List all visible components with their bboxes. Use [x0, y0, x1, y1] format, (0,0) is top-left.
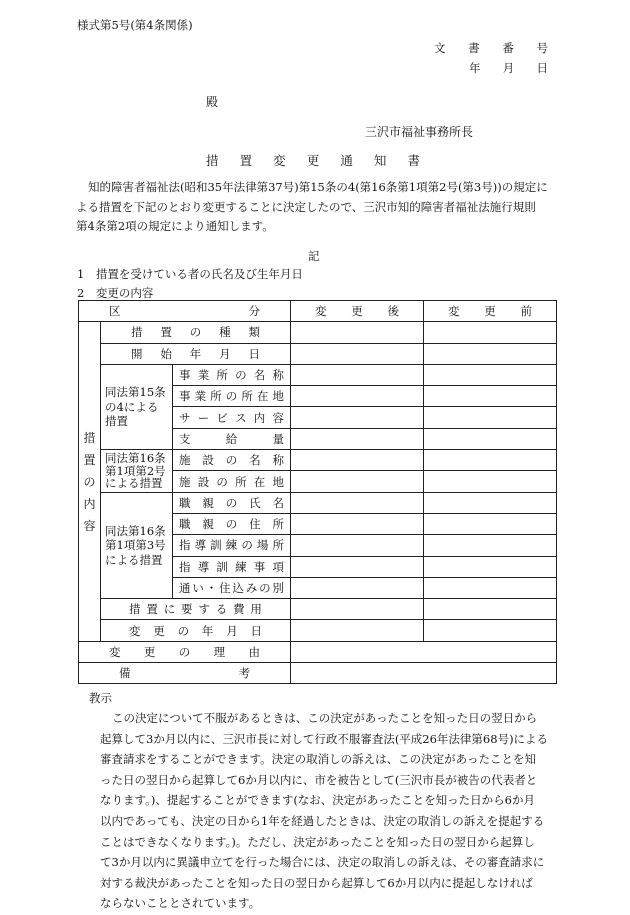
char: 始	[160, 346, 172, 361]
value-after	[291, 428, 424, 449]
table-row	[79, 599, 557, 620]
char: い	[192, 581, 204, 595]
char: 場	[256, 538, 269, 553]
value-after	[291, 407, 424, 428]
value-before	[424, 471, 557, 492]
char: 住	[219, 581, 231, 595]
item-2: 2 変更の内容	[77, 286, 154, 300]
char: 業	[197, 368, 210, 383]
char: 施	[179, 474, 191, 489]
char: 在	[256, 389, 269, 404]
char: 書	[468, 41, 480, 55]
char: 理	[213, 644, 226, 659]
char: 所	[241, 389, 253, 404]
char: 支	[179, 431, 191, 446]
char: 内	[83, 496, 96, 511]
char: 通	[179, 581, 191, 595]
item-1: 1 措置を受けている者の氏名及び生年月日	[77, 267, 303, 281]
char: 月	[219, 346, 231, 361]
char: 置	[83, 452, 96, 467]
char: 所	[210, 389, 222, 404]
char: 区	[109, 304, 121, 319]
char: 導	[197, 559, 210, 574]
char: の	[241, 538, 253, 553]
kyoji-paragraph: この決定について不服があるときは、この決定があったことを知った日の翌日から 起算して3か月以内に、三沢市長に対して行政不服審査法(平成26年法律第68号)による 審査請求をすることができます。決定の取消しの訴えは、この決定があったことを知 った日の翌日から起算して6か月以内に、市を被告として(三沢市長が被告の代表者と なります。)、提起することができます(なお、決定があったことを知った日から6か月 以内であっても、決定の日から1年を経過したときは、決定の取消しの訴えを提起する ことはできなくなります。)。ただし、決定があったことを知った日の翌日から起算し て3か月以内に異議申立てを行った場合には、決定の取消しの訴えは、その審査請求に 対する裁決があったことを知った日の翌日から起算して6か月以内に提起しなければ ならないこととされています。	[100, 711, 549, 911]
table-row	[79, 343, 557, 364]
char: 変	[109, 644, 121, 659]
table-row	[79, 492, 557, 513]
char: 指	[179, 559, 191, 574]
label-commute-or-live-in	[173, 577, 291, 598]
char: 事	[179, 368, 191, 383]
intro-paragraph: 知的障害者福祉法(昭和35年法律第37号)第15条の4(第16条第1項第2号(第3号))の規定に よる措置を下記のとおり変更することに決定したので、三沢市知的障害者福祉法施行規則 第4条第2項の規定により通知します。	[76, 180, 548, 233]
char: 年	[189, 346, 202, 361]
label-supply-amount	[173, 428, 291, 449]
char: 備	[119, 666, 131, 681]
char: 用	[250, 602, 262, 617]
char: 措	[83, 430, 96, 445]
value-before	[424, 577, 557, 598]
char: 更	[306, 153, 320, 168]
char: 事	[179, 389, 191, 404]
char: 設	[202, 453, 214, 468]
label-office-name	[173, 364, 291, 385]
char: 通	[340, 153, 353, 168]
char: の	[225, 453, 238, 468]
value-after	[291, 620, 424, 641]
value-before	[424, 513, 557, 534]
char: 地	[272, 389, 284, 404]
group-label-16-1-3: 同法第16条 第1項第3号 による措置	[101, 492, 173, 598]
char: の	[189, 325, 202, 340]
char: 書	[407, 153, 420, 168]
char: 文	[434, 41, 446, 55]
value-before	[424, 450, 557, 471]
char: 置	[239, 153, 253, 168]
char: 変	[315, 304, 327, 319]
char: 更	[484, 304, 496, 319]
label-facility-address	[173, 471, 291, 492]
char: 練	[225, 538, 238, 553]
value-after	[291, 577, 424, 598]
char: 更	[351, 304, 363, 319]
char: 日	[248, 346, 260, 361]
char: の	[178, 644, 191, 659]
char: み	[245, 581, 258, 595]
header-before	[424, 301, 557, 322]
char: 措	[129, 602, 141, 617]
char: 所	[235, 474, 247, 489]
char: 指	[179, 538, 191, 553]
char: 職	[179, 517, 191, 532]
value-remarks	[291, 663, 557, 684]
char: 容	[272, 410, 284, 425]
document-title	[206, 151, 420, 169]
value-change-reason	[291, 641, 557, 662]
value-before	[424, 407, 557, 428]
date-label	[469, 60, 548, 76]
value-after	[291, 599, 424, 620]
char: 名	[272, 495, 284, 510]
char: の	[83, 474, 96, 489]
side-label-cell	[79, 322, 101, 641]
value-after	[291, 343, 424, 364]
char: 変	[448, 304, 460, 319]
label-foster-employer-address	[173, 513, 291, 534]
char: 年	[201, 623, 214, 638]
char: 日	[536, 61, 548, 75]
table-row	[79, 641, 557, 662]
char: す	[198, 602, 210, 617]
char: 措	[206, 153, 219, 168]
char: る	[215, 602, 228, 617]
char: 内	[253, 410, 266, 425]
document-number-label	[434, 40, 548, 56]
char: 在	[253, 474, 266, 489]
value-before	[424, 620, 557, 641]
label-measure-cost	[101, 599, 291, 620]
char: ス	[235, 410, 247, 425]
char: 込	[232, 581, 244, 595]
char: の	[259, 581, 271, 595]
char: 更	[153, 623, 165, 638]
value-before	[424, 428, 557, 449]
char: サ	[179, 410, 191, 425]
char: の	[216, 474, 228, 489]
char: 訓	[210, 538, 222, 553]
header-after	[291, 301, 424, 322]
char: 月	[226, 623, 238, 638]
char: ビ	[216, 410, 228, 425]
char: 費	[233, 602, 245, 617]
char: 分	[248, 304, 260, 319]
char: 称	[272, 368, 284, 383]
char: 住	[249, 517, 261, 532]
value-after	[291, 513, 424, 534]
char: の	[235, 368, 247, 383]
label-start-date	[101, 343, 291, 364]
char: ・	[205, 581, 218, 595]
char: 所	[272, 517, 284, 532]
char: 種	[219, 325, 231, 340]
char: 考	[238, 666, 250, 681]
char: 項	[272, 559, 284, 574]
char: 変	[273, 153, 286, 168]
label-training-place	[173, 535, 291, 556]
char: の	[225, 495, 238, 510]
form-number: 様式第5号(第4条関係)	[77, 18, 193, 32]
header-kubun	[79, 301, 291, 322]
char: に	[163, 602, 176, 617]
label-facility-name	[173, 450, 291, 471]
char: の	[177, 623, 190, 638]
char: 氏	[249, 495, 261, 510]
kyoji-label: 教示	[89, 691, 112, 705]
char: 所	[216, 368, 228, 383]
label-change-date	[101, 620, 291, 641]
char: 号	[536, 41, 548, 55]
value-before	[424, 322, 557, 343]
char: 事	[253, 559, 266, 574]
value-after	[291, 556, 424, 577]
char: 番	[502, 41, 514, 55]
char: 地	[272, 474, 284, 489]
value-before	[424, 343, 557, 364]
value-before	[424, 364, 557, 385]
char: 知	[373, 153, 387, 168]
char: 開	[131, 346, 143, 361]
addressee-suffix: 殿	[206, 95, 219, 109]
ki-label: 記	[308, 249, 320, 263]
value-before	[424, 599, 557, 620]
char: 職	[179, 495, 191, 510]
value-after	[291, 386, 424, 407]
issuer-name: 三沢市福祉事務所長	[365, 125, 474, 139]
value-after	[291, 364, 424, 385]
char: の	[225, 389, 238, 404]
table-row	[79, 364, 557, 385]
char: 量	[272, 431, 284, 446]
table-row	[79, 620, 557, 641]
char: 練	[235, 559, 247, 574]
label-remarks	[79, 663, 291, 684]
char: 称	[272, 453, 284, 468]
char: の	[225, 517, 238, 532]
label-training-items	[173, 556, 291, 577]
group-label-16-1-2: 同法第16条 第1項第2号 による措置	[101, 450, 173, 493]
char: 要	[181, 602, 193, 617]
table-row	[79, 663, 557, 684]
value-before	[424, 492, 557, 513]
char: 類	[248, 325, 260, 340]
value-before	[424, 535, 557, 556]
label-service-content	[173, 407, 291, 428]
char: 別	[272, 581, 284, 595]
char: 変	[129, 623, 141, 638]
char: 日	[250, 623, 262, 638]
char: 名	[249, 453, 261, 468]
char: 由	[248, 644, 260, 659]
char: 業	[194, 389, 207, 404]
char: 置	[160, 325, 172, 340]
char: ー	[197, 410, 210, 425]
value-after	[291, 535, 424, 556]
group-label-15-4: 同法第15条 の4による 措置	[101, 364, 173, 449]
change-detail-table	[78, 300, 557, 684]
char: 親	[202, 517, 214, 532]
char: 更	[143, 644, 156, 659]
value-after	[291, 492, 424, 513]
char: 導	[194, 538, 207, 553]
label-change-reason	[79, 641, 291, 662]
char: 後	[387, 304, 399, 319]
char: 措	[131, 325, 143, 340]
char: 年	[469, 61, 481, 75]
label-measure-type	[101, 322, 291, 343]
char: 名	[253, 368, 266, 383]
char: 前	[520, 304, 532, 319]
table-row	[79, 450, 557, 471]
value-after	[291, 322, 424, 343]
value-after	[291, 450, 424, 471]
char: 月	[502, 61, 515, 75]
char: 置	[146, 602, 158, 617]
char: 施	[179, 453, 191, 468]
char: 容	[83, 518, 96, 533]
char: 給	[225, 431, 238, 446]
label-office-address	[173, 386, 291, 407]
value-before	[424, 386, 557, 407]
value-before	[424, 556, 557, 577]
char: 設	[197, 474, 210, 489]
char: 所	[272, 538, 284, 553]
table-row	[79, 322, 557, 343]
label-foster-employer-name	[173, 492, 291, 513]
char: 親	[202, 495, 214, 510]
value-after	[291, 471, 424, 492]
char: 訓	[216, 559, 228, 574]
table-header-row	[79, 301, 557, 322]
